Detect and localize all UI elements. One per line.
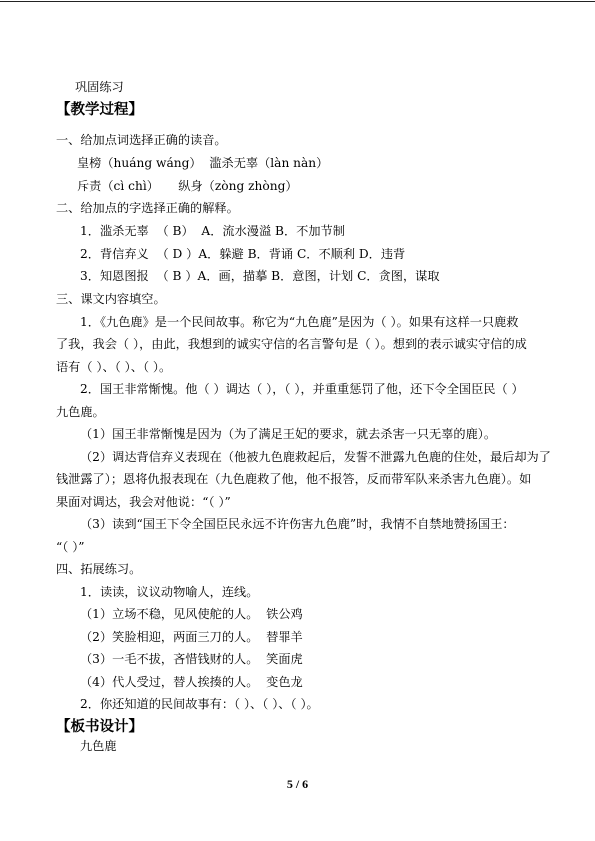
q3-p1-line1: 1．《九色鹿》是一个民间故事。称它为“九色鹿”是因为（ ）。如果有这样一只鹿救 — [80, 315, 519, 329]
header-rule — [0, 1, 595, 2]
q2-item1: 1．滥杀无辜 （ B） A．流水漫溢 B．不加节制 — [80, 224, 345, 238]
q2-item3: 3．知恩图报 （ B ）A．画，描摹 B．意图，计划 C．贪图，谋取 — [80, 269, 440, 283]
consolidate-exercise: 巩固练习 — [75, 80, 124, 94]
board-text: 九色鹿 — [80, 739, 117, 753]
q2-item2: 2．背信弃义 （ D ）A．躲避 B．背诵 C．不顺利 D．违背 — [80, 247, 406, 261]
q4-match1: （1）立场不稳，见风使舵的人。 铁公鸡 — [80, 607, 303, 621]
q4-item1: 1．读读，议议动物喻人，连线。 — [80, 585, 259, 599]
q3-sub3-line1: （3）读到“国王下令全国臣民永远不许伤害九色鹿”时，我情不自禁地赞扬国王： — [80, 517, 515, 531]
q2-title: 二、给加点的字选择正确的解释。 — [56, 201, 239, 215]
q3-sub2-line2: 钱泄露了）；恩将仇报表现在（九色鹿救了他，他不报答，反而带军队来杀害九色鹿）。如 — [56, 472, 532, 486]
heading-board-design: 【板书设计】 — [56, 719, 143, 735]
q4-item2: 2．你还知道的民间故事有：（ ）、（ ）、（ ）。 — [80, 697, 319, 711]
q3-sub1: （1）国王非常惭愧是因为（为了满足王妃的要求，就去杀害一只无辜的鹿）。 — [80, 427, 497, 441]
q4-match3: （3）一毛不拔，吝惜钱财的人。 笑面虎 — [80, 652, 303, 666]
q3-title: 三、课文内容填空。 — [56, 292, 166, 306]
q3-sub3-line2: “（ ）” — [56, 540, 85, 554]
q1-line1: 皇榜（huáng wáng） 滥杀无辜（làn nàn） — [77, 156, 329, 170]
q3-p1-line2: 了我，我会（ ），由此，我想到的诚实守信的名言警句是（ ）。想到的表示诚实守信的成 — [56, 337, 527, 351]
q3-p1-line3: 语有（ ）、（ ）、（ ）。 — [56, 360, 172, 374]
q1-title: 一、给加点词选择正确的读音。 — [56, 133, 227, 147]
q4-title: 四、拓展练习。 — [56, 562, 142, 576]
q3-sub2-line3: 果面对调达，我会对他说：“（ ）” — [56, 495, 231, 509]
q1-line2: 斥责（cì chì） 纵身（zòng zhòng） — [77, 179, 298, 193]
q4-match4: （4）代人受过，替人挨揍的人。 变色龙 — [80, 675, 303, 689]
heading-teaching-process: 【教学过程】 — [56, 102, 143, 118]
q3-sub2-line1: （2）调达背信弃义表现在（他被九色鹿救起后，发誓不泄露九色鹿的住处，最后却为了 — [80, 450, 551, 464]
q3-p2-line2: 九色鹿。 — [56, 405, 105, 419]
page-number: 5 / 6 — [286, 777, 309, 791]
q4-match2: （2）笑脸相迎，两面三刀的人。 替罪羊 — [80, 630, 303, 644]
q3-p2-line1: 2．国王非常惭愧。他（ ）调达（ ），（ ），并重重惩罚了他，还下令全国臣民（ ） — [80, 382, 524, 396]
